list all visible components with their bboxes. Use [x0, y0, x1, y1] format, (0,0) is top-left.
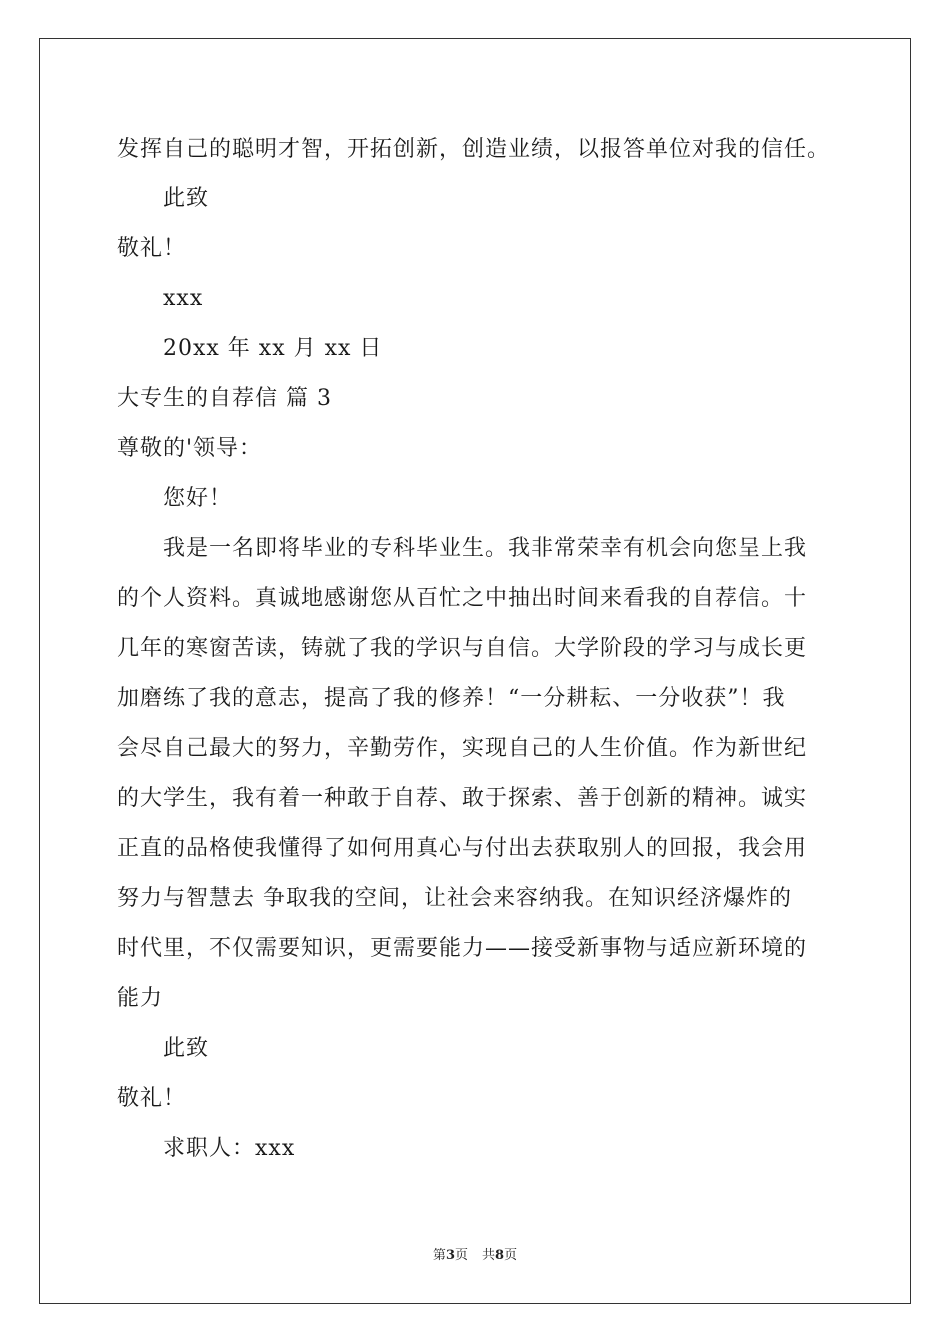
closing-phrase: 此致 — [163, 1036, 210, 1061]
page-prefix: 第 — [432, 1248, 446, 1263]
body-line: 我是一名即将毕业的专科毕业生。我非常荣幸有机会向您呈上我 — [163, 536, 808, 561]
signature: 求职人：xxx — [163, 1136, 296, 1161]
total-suffix: 页 — [504, 1248, 518, 1263]
body-line: 发挥自己的聪明才智，开拓创新，创造业绩，以报答单位对我的信任。 — [117, 137, 831, 162]
page-total: 8 — [495, 1248, 505, 1263]
body-line: 加磨练了我的意志，提高了我的修养！“一分耕耘、一分收获”！我 — [117, 686, 786, 711]
signature: xxx — [163, 286, 204, 311]
body-line: 能力 — [117, 986, 164, 1011]
body-line: 会尽自己最大的努力，辛勤劳作，实现自己的人生价值。作为新世纪 — [117, 736, 808, 761]
body-line: 的大学生，我有着一种敢于自荐、敢于探索、善于创新的精神。诚实 — [117, 786, 808, 811]
page-footer — [0, 1247, 950, 1265]
section-heading: 大专生的自荐信 篇 3 — [117, 386, 332, 411]
body-line: 努力与智慧去 争取我的空间，让社会来容纳我。在知识经济爆炸的 — [117, 886, 792, 911]
page-suffix: 页 — [454, 1248, 468, 1263]
body-line: 几年的寒窗苦读，铸就了我的学识与自信。大学阶段的学习与成长更 — [117, 636, 808, 661]
body-line: 时代里，不仅需要知识，更需要能力——接受新事物与适应新环境的 — [117, 936, 808, 961]
page-border — [39, 38, 911, 1304]
greeting: 您好！ — [163, 486, 233, 511]
salutation-closing: 敬礼！ — [117, 236, 187, 261]
closing-phrase: 此致 — [163, 186, 210, 211]
greeting-recipient: 尊敬的'领导： — [117, 436, 263, 461]
page-current: 3 — [445, 1248, 455, 1263]
date-line: 20xx 年 xx 月 xx 日 — [163, 336, 383, 361]
salutation-closing: 敬礼！ — [117, 1086, 187, 1111]
total-prefix: 共 — [482, 1248, 496, 1263]
body-line: 的个人资料。真诚地感谢您从百忙之中抽出时间来看我的自荐信。十 — [117, 586, 808, 611]
body-line: 正直的品格使我懂得了如何用真心与付出去获取别人的回报，我会用 — [117, 836, 808, 861]
